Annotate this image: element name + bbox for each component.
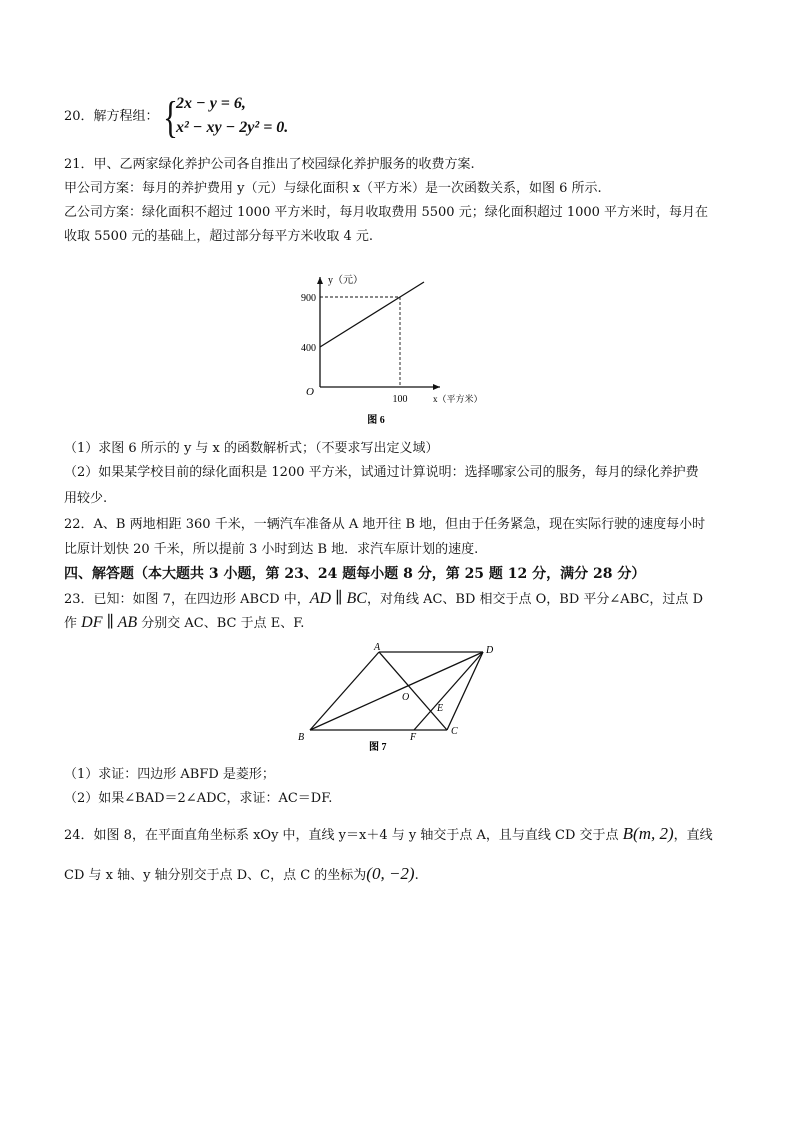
q20-equation-2: x² − xy − 2y² = 0. bbox=[176, 119, 289, 136]
series-line-0 bbox=[320, 282, 424, 347]
figure-7-diagram bbox=[290, 640, 510, 755]
q21-sub1: （1）求图 6 所示的 y 与 x 的函数解析式；（不要求写出定义域） bbox=[64, 441, 439, 456]
q21-plan-b-line1: 乙公司方案：绿化面积不超过 1000 平方米时，每月收取费用 5500 元；绿化面积超过 1000 平方米时，每月在 bbox=[64, 205, 709, 220]
q24-line2 bbox=[64, 865, 419, 885]
q23-line1-end: ，对角线 AC、BD 相交于点 O，BD 平分∠ABC，过点 D bbox=[366, 592, 703, 607]
q21-intro: 21．甲、乙两家绿化养护公司各自推出了校园绿化养护服务的收费方案. bbox=[64, 157, 475, 172]
x-axis-label: x（平方米） bbox=[433, 394, 483, 404]
q23-condition-ad-parallel-bc: AD ∥ BC bbox=[309, 590, 367, 607]
label-a: A bbox=[374, 642, 381, 653]
system-brace: { bbox=[163, 93, 178, 142]
q23-sub2: （2）如果∠BAD＝2∠ADC，求证：AC＝DF. bbox=[64, 791, 333, 806]
y-axis-arrow bbox=[317, 277, 323, 284]
x-tick-100: 100 bbox=[392, 394, 408, 405]
q22-line1: 22．A、B 两地相距 360 千米，一辆汽车准备从 A 地开往 B 地，但由于任务紧急，现在实际行驶的速度每小时 bbox=[64, 517, 706, 532]
q24-line2-start: CD 与 x 轴、y 轴分别交于点 D、C，点 C 的坐标为 bbox=[64, 868, 367, 883]
label-d: D bbox=[486, 645, 494, 656]
q24-line1-start: 24．如图 8，在平面直角坐标系 xOy 中，直线 y＝x＋4 与 y 轴交于点 A，且与直线 CD 交于点 bbox=[64, 828, 623, 843]
figure-7-caption: 图 7 bbox=[369, 742, 387, 753]
q23-line1 bbox=[64, 590, 703, 609]
q23-line2-end: 分别交 AC、BC 于点 E、F. bbox=[137, 616, 305, 631]
q21-sub2-line2: 用较少. bbox=[64, 491, 108, 506]
q24-line1-end: ，直线 bbox=[673, 828, 713, 843]
q23-line2 bbox=[64, 614, 304, 633]
label-o: O bbox=[402, 692, 410, 703]
label-c: C bbox=[451, 726, 458, 737]
q24-line2-end: . bbox=[414, 868, 419, 883]
label-b: B bbox=[298, 732, 305, 743]
q20-label: 20．解方程组： bbox=[64, 109, 159, 124]
q21-plan-b-line2: 收取 5500 元的基础上，超过部分每平方米收取 4 元. bbox=[64, 229, 374, 244]
figure-6-caption: 图 6 bbox=[367, 415, 385, 426]
y-tick-900: 900 bbox=[301, 293, 316, 304]
q23-sub1: （1）求证：四边形 ABFD 是菱形； bbox=[64, 767, 275, 782]
segment-ac bbox=[379, 652, 447, 730]
segment-df bbox=[414, 652, 483, 730]
q21-sub2-line1: （2）如果某学校目前的绿化面积是 1200 平方米，试通过计算说明：选择哪家公司的服务，每月的绿化养护费 bbox=[64, 465, 699, 480]
q23-condition-df-parallel-ab: DF ∥ AB bbox=[81, 614, 138, 631]
q21-plan-a: 甲公司方案：每月的养护费用 y（元）与绿化面积 x（平方米）是一次函数关系，如图 6 所示. bbox=[64, 181, 602, 196]
y-axis-label: y（元） bbox=[328, 275, 363, 286]
origin-label: O bbox=[306, 386, 314, 398]
label-e: E bbox=[437, 703, 444, 714]
q23-line2-start: 作 bbox=[64, 616, 82, 631]
segment-bd bbox=[310, 652, 483, 730]
y-tick-400: 400 bbox=[301, 343, 316, 354]
q24-line1 bbox=[64, 825, 713, 845]
x-axis-arrow bbox=[433, 384, 440, 390]
figure-6-chart bbox=[290, 252, 510, 432]
label-f: F bbox=[410, 732, 417, 743]
q23-line1-start: 23．已知：如图 7，在四边形 ABCD 中， bbox=[64, 592, 310, 607]
q22-line2: 比原计划快 20 千米，所以提前 3 小时到达 B 地．求汽车原计划的速度. bbox=[64, 542, 479, 557]
q24-point-b: B(m, 2) bbox=[622, 824, 674, 843]
q24-point-c: (0, −2) bbox=[366, 864, 415, 883]
segment-cd bbox=[447, 652, 483, 730]
section4-heading: 四、解答题（本大题共 3 小题，第 23、24 题每小题 8 分，第 25 题 12 分，满分 28 分） bbox=[64, 566, 646, 582]
segment-ab bbox=[310, 652, 379, 730]
q20-equation-1: 2x − y = 6, bbox=[176, 95, 246, 112]
